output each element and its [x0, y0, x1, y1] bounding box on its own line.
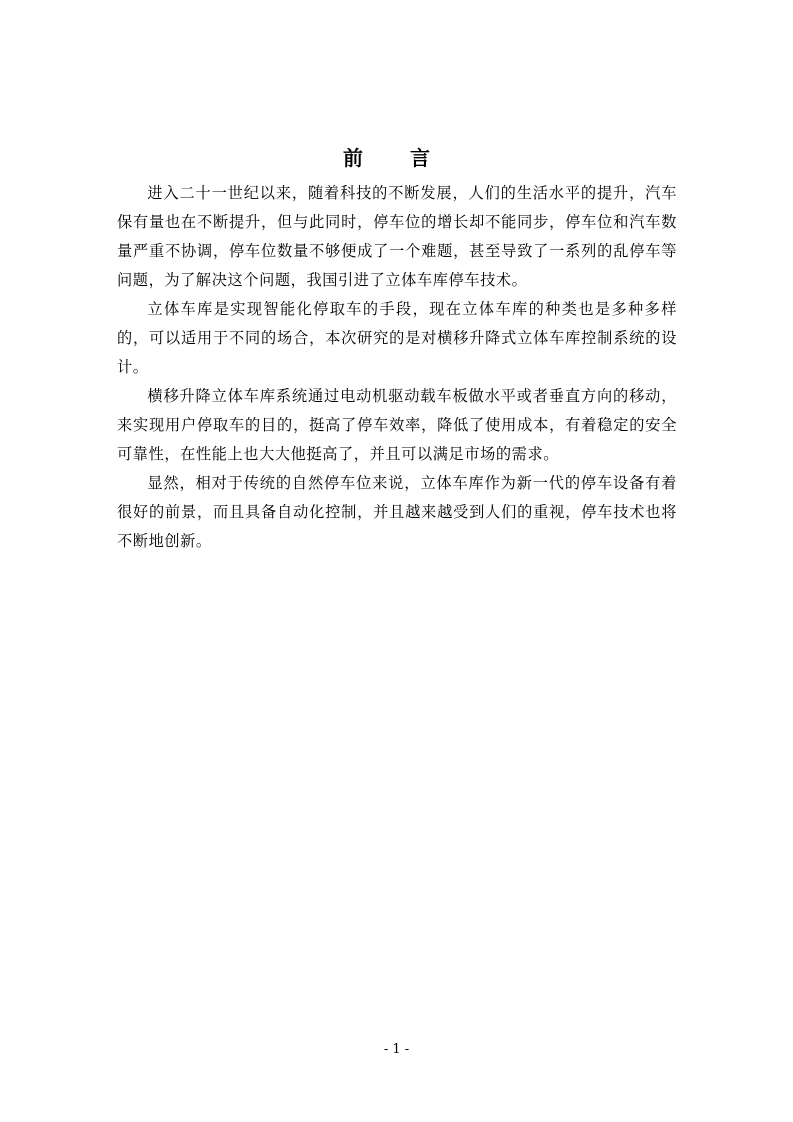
paragraph-1: 进入二十一世纪以来，随着科技的不断发展，人们的生活水平的提升，汽车保有量也在不断提升，但与此同时，停车位的增长却不能同步，停车位和汽车数量严重不协调，停车位数量不够便成了一个难题，甚至导致了一系列的乱停车等问题，为了解决这个问题，我国引进了立体车库停车技术。 — [117, 184, 677, 289]
body-text — [117, 179, 677, 556]
paragraph-3: 横移升降立体车库系统通过电动机驱动载车板做水平或者垂直方向的移动，来实现用户停取车的目的，挺高了停车效率，降低了使用成本，有着稳定的安全可靠性，在性能上也大大他挺高了，并且可以满足市场的需求。 — [117, 387, 677, 463]
paragraph-2: 立体车库是实现智能化停取车的手段，现在立体车库的种类也是多种多样的，可以适用于不同的场合，本次研究的是对横移升降式立体车库控制系统的设计。 — [117, 300, 677, 376]
paragraph-4: 显然，相对于传统的自然停车位来说，立体车库作为新一代的停车设备有着很好的前景，而且具备自动化控制，并且越来越受到人们的重视，停车技术也将不断地创新。 — [117, 474, 677, 550]
page-number: - 1 - — [383, 1042, 410, 1057]
page-title: 前 言 — [343, 146, 450, 170]
